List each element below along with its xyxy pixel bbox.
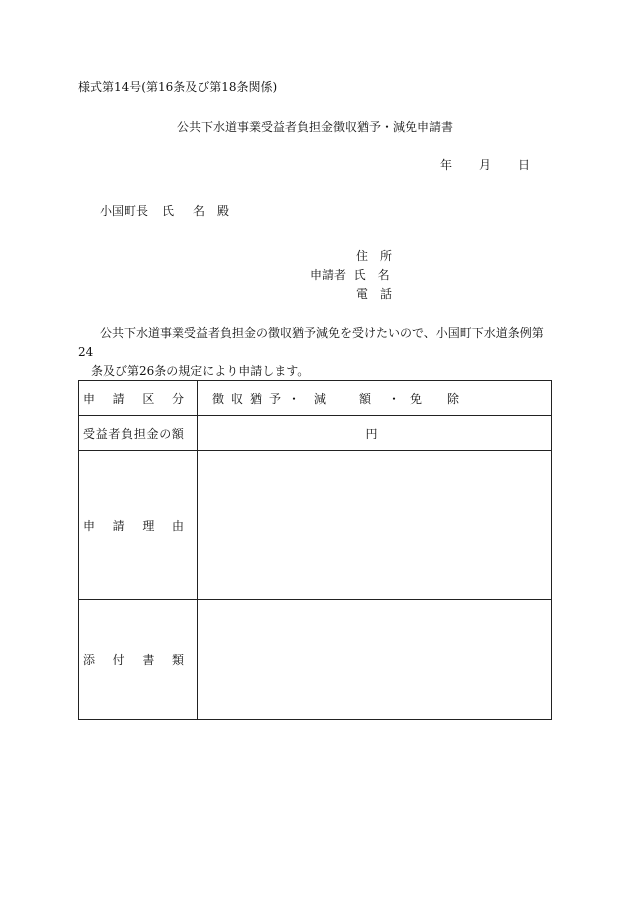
category-option-char: 猶 xyxy=(250,391,263,406)
category-options-cell[interactable] xyxy=(198,381,552,416)
reason-label-char: 申 xyxy=(83,518,96,533)
category-label xyxy=(83,390,184,407)
addressee-tono: 殿 xyxy=(217,204,230,218)
reason-row xyxy=(79,451,552,600)
document-title: 公共下水道事業受益者負担金徴収猶予・減免申請書 xyxy=(176,120,453,134)
amount-label-char: 受 xyxy=(83,426,96,441)
date-day-label: 日 xyxy=(518,158,531,172)
amount-value-cell[interactable] xyxy=(198,416,552,451)
applicant-name-label: 氏 名 xyxy=(353,268,390,282)
attachments-label-cell xyxy=(79,600,198,720)
amount-label-char: 者 xyxy=(108,426,121,441)
attachments-label xyxy=(83,651,184,668)
date-year-label: 年 xyxy=(440,158,453,172)
category-label-char: 請 xyxy=(112,391,125,406)
amount-label-char: 額 xyxy=(171,426,184,441)
category-option-char: 減 xyxy=(314,391,327,406)
amount-label-char: 負 xyxy=(121,426,134,441)
addressee-shi: 氏 xyxy=(162,204,175,218)
category-label-char: 区 xyxy=(142,391,155,406)
category-option-char: 除 xyxy=(447,391,460,406)
body-text-line-1: 公共下水道事業受益者負担金の徴収猶予減免を受けたいので、小国町下水道条例第24 xyxy=(78,326,544,359)
applicant-address-label: 住 所 xyxy=(356,249,393,263)
reason-label-cell xyxy=(79,451,198,600)
attachments-label-char: 類 xyxy=(171,653,184,667)
addressee xyxy=(100,204,229,218)
amount-label-char: 益 xyxy=(95,426,108,441)
amount-unit: 円 xyxy=(365,426,378,441)
category-row xyxy=(79,381,552,416)
body-text xyxy=(78,324,552,381)
category-option-char: 収 xyxy=(231,391,244,406)
date-line xyxy=(440,158,530,172)
attachments-value-cell[interactable] xyxy=(198,600,552,720)
attachments-label-char: 書 xyxy=(142,653,155,667)
applicant-name-row xyxy=(310,268,390,282)
amount-label xyxy=(83,425,184,442)
category-label-char: 申 xyxy=(83,391,96,406)
addressee-mayor: 小国町長 xyxy=(100,204,149,218)
amount-label-cell xyxy=(79,416,198,451)
applicant-phone-label: 電 話 xyxy=(356,287,393,301)
reason-label-char: 請 xyxy=(112,518,125,533)
category-option-char: 予 xyxy=(269,391,282,406)
reason-value-cell[interactable] xyxy=(198,451,552,600)
applicant-role-label: 申請者 xyxy=(310,268,347,282)
reason-label-char: 由 xyxy=(171,518,184,533)
category-label-char: 分 xyxy=(171,391,184,406)
category-option-char: 徴 xyxy=(212,391,225,406)
amount-label-char: 担 xyxy=(133,426,146,441)
amount-label-char: の xyxy=(159,426,172,441)
body-text-line-2: 条及び第26条の規定により申請します。 xyxy=(91,364,310,378)
category-option-char: 免 xyxy=(410,391,423,406)
category-option-separator: ・ xyxy=(288,391,301,406)
reason-label-char: 理 xyxy=(142,518,155,533)
amount-row xyxy=(79,416,552,451)
date-month-label: 月 xyxy=(479,158,492,172)
form-number: 様式第14号(第16条及び第18条関係) xyxy=(78,80,278,94)
attachments-label-char: 付 xyxy=(112,653,125,667)
attachments-label-char: 添 xyxy=(83,653,96,667)
addressee-mei: 名 xyxy=(193,204,206,218)
reason-label xyxy=(83,517,184,534)
category-label-cell xyxy=(79,381,198,416)
category-option-char: 額 xyxy=(359,391,372,406)
category-option-separator: ・ xyxy=(388,391,401,406)
application-table xyxy=(78,380,552,720)
attachments-row xyxy=(79,600,552,720)
category-options xyxy=(198,390,551,407)
amount-label-char: 金 xyxy=(146,426,159,441)
